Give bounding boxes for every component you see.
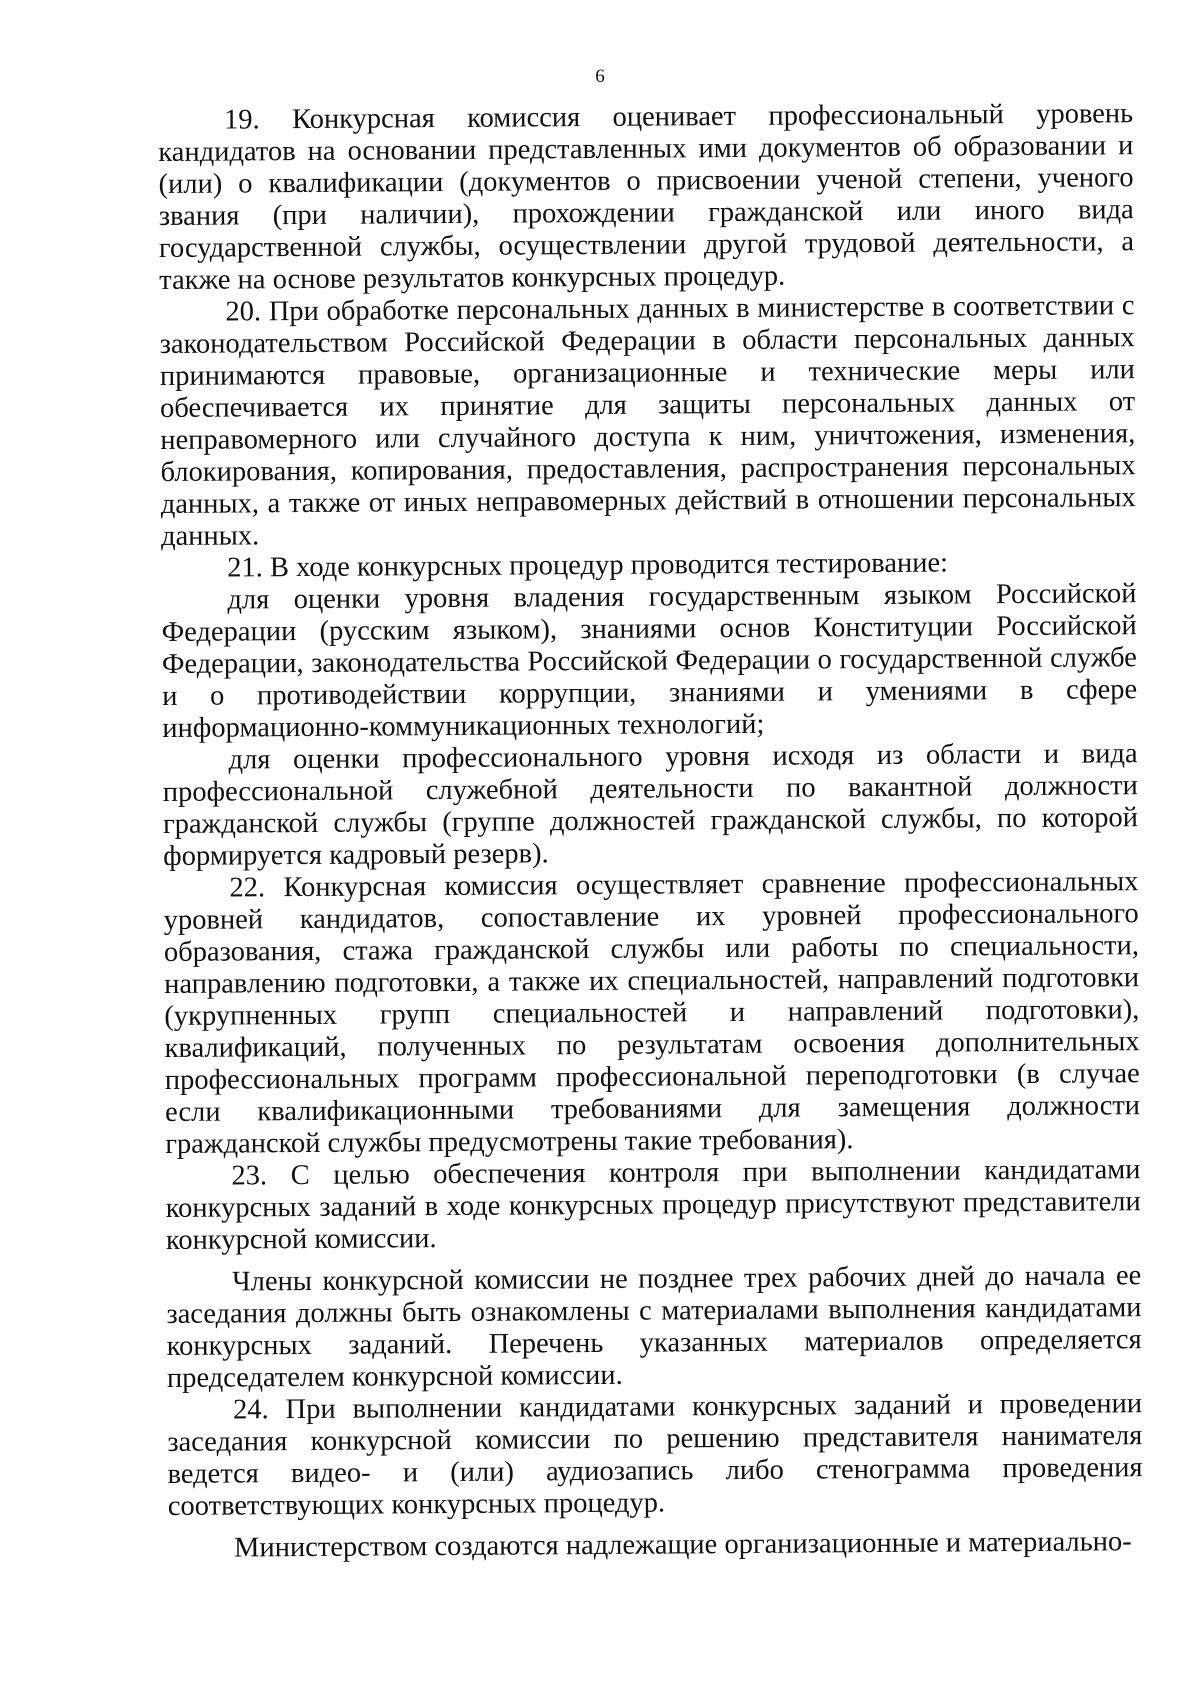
paragraph-21-item-1: для оценки уровня владения государственным языком Российской Федерации (русским языком), знаниями основ Конституции Российской Федерации, законодательства Российской Федерации о государственной службе и о противодействии коррупции, знаниями и умениями в сфере информационно-коммуникационных технологий;	[161, 578, 1138, 744]
page-number: 6	[595, 66, 605, 87]
document-body	[158, 98, 1143, 1565]
paragraph-21: 21. В ходе конкурсных процедур проводится тестирование:	[227, 547, 949, 584]
paragraph-20: 20. При обработке персональных данных в министерстве в соответствии с законодательством Российской Федерации в области персональных данных принимаются правовые, организационные и технические меры или обеспечивается их принятие для защиты персональных данных от неправомерного или случайного доступа к ним, уничтожения, изменения, блокирования, копирования, предоставления, распространения персональных данных, а также от иных неправомерных действий в отношении персональных данных.	[159, 290, 1136, 552]
paragraph-21-item-2: для оценки профессионального уровня исходя из области и вида профессиональной служебной деятельности по вакантной должности гражданской службы (группе должностей гражданской службы, по которой формируется кадровый резерв).	[162, 738, 1139, 872]
paragraph-24: 24. При выполнении кандидатами конкурсных заданий и проведении заседания конкурсной комиссии по решению представителя нанимателя ведется видео- и (или) аудиозапись либо стенограмма проведения соответствующих конкурсных процедур.	[167, 1388, 1143, 1522]
paragraph-19: 19. Конкурсная комиссия оценивает профессиональный уровень кандидатов на основании представленных ими документов об образовании и (или) о квалификации (документов о присвоении ученой степени, ученого звания (при наличии), прохождении гражданской или иного вида государственной службы, осуществлении другой трудовой деятельности, а также на основе результатов конкурсных процедур.	[158, 98, 1135, 296]
paragraph-23-members: Члены конкурсной комиссии не позднее трех рабочих дней до начала ее заседания должны быть ознакомлены с материалами выполнения кандидатами конкурсных заданий. Перечень указанных материалов определяется председателем конкурсной комиссии.	[166, 1260, 1142, 1394]
paragraph-24-ministry: Министерством создаются надлежащие организационные и материально-	[233, 1526, 1132, 1564]
paragraph-22: 22. Конкурсная комиссия осуществляет сравнение профессиональных уровней кандидатов, сопоставление их уровней профессионального образования, стажа гражданской службы или работы по специальности, направлению подготовки, а также их специальностей, направлений подготовки (укрупненных групп специальностей и направлений подготовки), квалификаций, полученных по результатам освоения дополнительных профессиональных программ профессиональной переподготовки (в случае если квалификационными требованиями для замещения должности гражданской службы предусмотрены такие требования).	[163, 866, 1141, 1160]
paragraph-23: 23. С целью обеспечения контроля при выполнении кандидатами конкурсных заданий в ходе конкурсных процедур присутствуют представители конкурсной комиссии.	[165, 1154, 1141, 1256]
